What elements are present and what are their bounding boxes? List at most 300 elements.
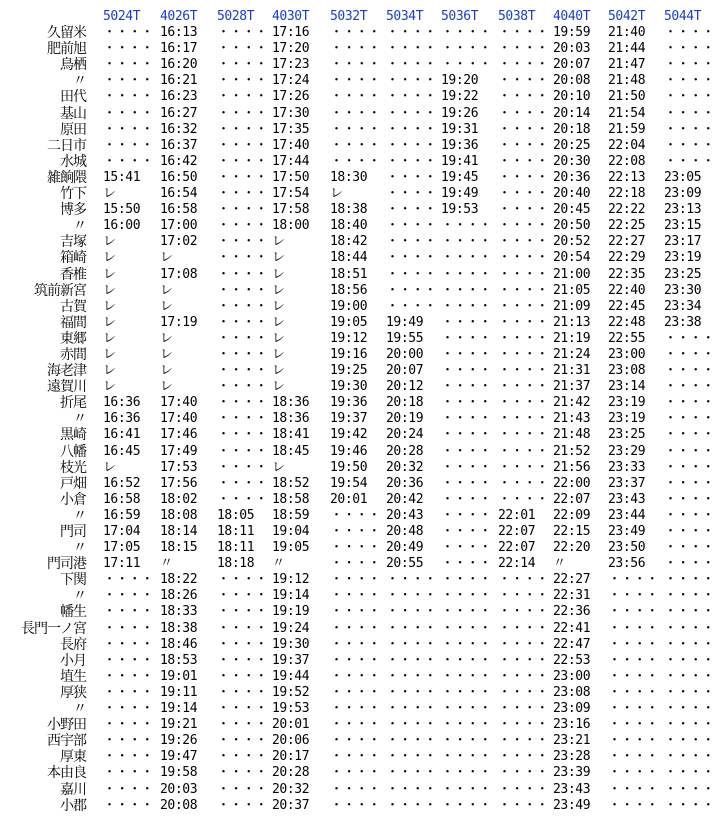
time-cell: レ [103, 379, 116, 395]
time-cell: レ [160, 282, 173, 298]
time-cell: ・・・・ [217, 41, 268, 57]
time-cell: 18:22 [160, 572, 198, 588]
time-cell: ・・・・ [441, 443, 492, 459]
time-cell: ・・・・ [217, 234, 268, 250]
time-cell: ・・・・ [441, 556, 492, 572]
time-cell: ・・・・ [498, 749, 549, 765]
time-cell: 18:52 [272, 475, 310, 491]
table-row [0, 186, 720, 202]
time-cell: 18:05 [217, 507, 255, 523]
time-cell: 19:05 [272, 540, 310, 556]
time-cell: 22:18 [608, 186, 646, 202]
table-row [0, 637, 720, 653]
table-row [0, 154, 720, 170]
time-cell: ・・・・ [608, 604, 659, 620]
time-cell: 16:58 [103, 491, 141, 507]
time-cell: 21:48 [553, 427, 591, 443]
time-cell: 18:40 [330, 218, 368, 234]
time-cell: 20:12 [386, 379, 424, 395]
time-cell: ・・・・ [103, 668, 154, 684]
time-cell: 19:55 [386, 330, 424, 346]
time-cell: 22:15 [553, 524, 591, 539]
time-cell: ・・・・ [330, 668, 381, 684]
time-cell: ・・・・ [498, 218, 549, 234]
station-name: 幡生 [60, 604, 86, 621]
table-row [0, 122, 720, 138]
time-cell: ・・・・ [330, 25, 381, 41]
time-cell: ・・・・ [664, 443, 715, 459]
time-cell: ・・・・ [441, 298, 492, 314]
time-cell: 23:56 [608, 556, 646, 572]
time-cell: ・・・・ [664, 41, 715, 57]
time-cell: 23:30 [664, 282, 702, 298]
time-cell: 17:16 [272, 25, 310, 41]
time-cell: ・・・・ [664, 137, 715, 153]
time-cell: 18:30 [330, 169, 368, 185]
station-name: 肥前旭 [47, 41, 86, 58]
table-row [0, 363, 720, 379]
time-cell: 20:06 [272, 733, 310, 749]
time-cell: ・・・・ [498, 250, 549, 266]
time-cell: ・・・・ [386, 572, 437, 588]
time-cell: 19:14 [160, 701, 198, 717]
table-row [0, 218, 720, 234]
table-row [0, 733, 720, 749]
time-cell: ・・・・ [330, 105, 381, 121]
time-cell: 21:37 [553, 379, 591, 395]
time-cell: ・・・・ [103, 733, 154, 749]
station-name: 〃 [73, 73, 86, 90]
time-cell: 18:11 [217, 540, 255, 556]
time-cell: 19:52 [272, 684, 310, 700]
time-cell: ・・・・ [103, 684, 154, 700]
time-cell: ・・・・ [386, 701, 437, 717]
table-row [0, 57, 720, 73]
time-cell: ・・・・ [386, 202, 437, 218]
time-cell: 19:04 [272, 524, 310, 539]
time-cell: ・・・・ [386, 105, 437, 121]
time-cell: ・・・・ [217, 668, 268, 684]
time-cell: ・・・・ [498, 363, 549, 379]
station-name: 小月 [60, 652, 86, 669]
time-cell: ・・・・ [386, 298, 437, 314]
time-cell: ・・・・ [441, 41, 492, 57]
time-cell: 20:18 [553, 121, 591, 137]
time-cell: レ [272, 346, 285, 362]
station-name: 小郡 [60, 797, 86, 814]
time-cell: 23:19 [608, 411, 646, 427]
time-cell: 20:52 [553, 234, 591, 250]
train-number-header: 5036T [441, 9, 479, 24]
time-cell: 17:24 [272, 73, 310, 89]
time-cell: 19:54 [330, 475, 368, 491]
station-name: 〃 [73, 507, 86, 524]
station-name: 田代 [60, 89, 86, 106]
time-cell: 22:00 [553, 475, 591, 491]
time-cell: ・・・・ [441, 250, 492, 266]
time-cell: ・・・・ [386, 282, 437, 298]
time-cell: ・・・・ [217, 443, 268, 459]
time-cell: ・・・・ [664, 395, 715, 411]
time-cell: 〃 [272, 556, 285, 572]
time-cell: ・・・・ [441, 684, 492, 700]
time-cell: 23:34 [664, 298, 702, 314]
time-cell: 23:21 [553, 733, 591, 749]
time-cell: ・・・・ [498, 604, 549, 620]
time-cell: ・・・・ [664, 620, 715, 636]
time-cell: ・・・・ [386, 137, 437, 153]
time-cell: 17:11 [103, 556, 141, 572]
station-name: 埴生 [60, 668, 86, 685]
time-cell: レ [160, 330, 173, 346]
time-cell: ・・・・ [217, 282, 268, 298]
time-cell: レ [160, 346, 173, 362]
time-cell: 23:00 [608, 346, 646, 362]
time-cell: 23:19 [608, 395, 646, 411]
time-cell: ・・・・ [217, 684, 268, 700]
time-cell: 23:43 [608, 491, 646, 507]
time-cell: ・・・・ [608, 684, 659, 700]
time-cell: 17:19 [160, 314, 198, 330]
time-cell: 20:40 [553, 186, 591, 202]
table-row [0, 202, 720, 218]
station-name: 箱崎 [60, 250, 86, 267]
time-cell: レ [160, 250, 173, 266]
time-cell: レ [160, 363, 173, 379]
time-cell: ・・・・ [386, 636, 437, 652]
time-cell: 18:38 [160, 620, 198, 636]
time-cell: 18:18 [217, 556, 255, 572]
time-cell: ・・・・ [386, 684, 437, 700]
time-cell: 19:44 [272, 668, 310, 684]
time-cell: ・・・・ [441, 701, 492, 717]
time-cell: ・・・・ [498, 314, 549, 330]
time-cell: ・・・・ [498, 25, 549, 41]
time-cell: 23:19 [664, 250, 702, 266]
time-cell: ・・・・ [498, 668, 549, 684]
time-cell: 23:29 [608, 443, 646, 459]
time-cell: ・・・・ [664, 717, 715, 733]
time-cell: 19:30 [330, 379, 368, 395]
time-cell: ・・・・ [441, 749, 492, 765]
time-cell: ・・・・ [386, 57, 437, 73]
time-cell: ・・・・ [103, 41, 154, 57]
time-cell: ・・・・ [330, 556, 381, 572]
time-cell: ・・・・ [498, 57, 549, 73]
time-cell: 23:13 [664, 202, 702, 218]
time-cell: ・・・・ [330, 733, 381, 749]
time-cell: ・・・・ [498, 652, 549, 668]
time-cell: ・・・・ [498, 202, 549, 218]
time-cell: 20:32 [272, 781, 310, 797]
time-cell: ・・・・ [330, 636, 381, 652]
time-cell: 16:17 [160, 41, 198, 57]
time-cell: ・・・・ [664, 491, 715, 507]
train-number-header: 5032T [330, 9, 368, 24]
time-cell: ・・・・ [498, 346, 549, 362]
time-cell: ・・・・ [217, 89, 268, 105]
time-cell: ・・・・ [498, 379, 549, 395]
time-cell: 23:09 [664, 186, 702, 202]
time-cell: ・・・・ [608, 781, 659, 797]
time-cell: ・・・・ [498, 765, 549, 781]
time-cell: 23:08 [553, 684, 591, 700]
time-cell: レ [103, 186, 116, 202]
time-cell: 22:35 [608, 266, 646, 282]
time-cell: 22:14 [498, 556, 536, 572]
time-cell: ・・・・ [330, 137, 381, 153]
table-row [0, 476, 720, 492]
time-cell: 23:16 [553, 717, 591, 733]
time-cell: ・・・・ [217, 73, 268, 89]
time-cell: ・・・・ [217, 105, 268, 121]
table-row [0, 765, 720, 781]
station-name: 門司 [60, 524, 86, 540]
time-cell: 22:27 [608, 234, 646, 250]
time-cell: ・・・・ [330, 524, 381, 539]
time-cell: 18:02 [160, 491, 198, 507]
time-cell: 23:28 [553, 749, 591, 765]
time-cell: 19:53 [272, 701, 310, 717]
time-cell: ・・・・ [103, 105, 154, 121]
time-cell: ・・・・ [498, 282, 549, 298]
time-cell: 20:36 [553, 169, 591, 185]
time-cell: ・・・・ [330, 41, 381, 57]
time-cell: 17:40 [272, 137, 310, 153]
table-row [0, 411, 720, 427]
time-cell: ・・・・ [664, 25, 715, 41]
time-cell: 20:08 [553, 73, 591, 89]
time-cell: 22:07 [498, 540, 536, 556]
station-name: 〃 [73, 218, 86, 235]
time-cell: 22:09 [553, 507, 591, 523]
time-cell: ・・・・ [498, 620, 549, 636]
time-cell: ・・・・ [498, 701, 549, 717]
time-cell: ・・・・ [608, 668, 659, 684]
time-cell: 17:30 [272, 105, 310, 121]
time-cell: ・・・・ [217, 121, 268, 137]
time-cell: ・・・・ [441, 524, 492, 539]
time-cell: 22:36 [553, 604, 591, 620]
time-cell: 15:41 [103, 169, 141, 185]
time-cell: 17:50 [272, 169, 310, 185]
time-cell: ・・・・ [103, 73, 154, 89]
table-row [0, 524, 720, 540]
time-cell: 23:14 [608, 379, 646, 395]
train-number-header: 5024T [103, 9, 141, 24]
time-cell: 20:50 [553, 218, 591, 234]
time-cell: 16:41 [103, 427, 141, 443]
time-cell: 20:49 [386, 540, 424, 556]
time-cell: ・・・・ [441, 57, 492, 73]
station-name: 原田 [60, 121, 86, 138]
time-cell: レ [103, 330, 116, 346]
time-cell: ・・・・ [217, 652, 268, 668]
time-cell: 20:08 [160, 797, 198, 813]
time-cell: ・・・・ [386, 620, 437, 636]
time-cell: ・・・・ [330, 717, 381, 733]
time-cell: ・・・・ [217, 250, 268, 266]
time-cell: 16:36 [103, 395, 141, 411]
time-cell: 19:30 [272, 636, 310, 652]
time-cell: 20:32 [386, 459, 424, 475]
time-cell: 20:43 [386, 507, 424, 523]
time-cell: ・・・・ [608, 765, 659, 781]
time-cell: 23:00 [553, 668, 591, 684]
station-name: 〃 [73, 701, 86, 718]
time-cell: ・・・・ [441, 411, 492, 427]
time-cell: ・・・・ [330, 507, 381, 523]
time-cell: ・・・・ [386, 153, 437, 169]
time-cell: 23:39 [553, 765, 591, 781]
time-cell: 18:42 [330, 234, 368, 250]
station-name: 長門一ノ宮 [21, 620, 86, 637]
time-cell: ・・・・ [608, 797, 659, 813]
train-number-header: 5028T [217, 9, 255, 24]
time-cell: ・・・・ [441, 266, 492, 282]
time-cell: ・・・・ [664, 379, 715, 395]
station-name: 二日市 [47, 137, 86, 154]
time-cell: 19:22 [441, 89, 479, 105]
time-cell: レ [272, 298, 285, 314]
time-cell: 17:58 [272, 202, 310, 218]
time-cell: ・・・・ [441, 733, 492, 749]
time-cell: ・・・・ [441, 25, 492, 41]
time-cell: ・・・・ [498, 298, 549, 314]
time-cell: ・・・・ [330, 89, 381, 105]
time-cell: 20:01 [330, 491, 368, 507]
time-cell: ・・・・ [217, 379, 268, 395]
time-cell: ・・・・ [386, 169, 437, 185]
time-cell: 17:05 [103, 540, 141, 556]
table-row [0, 73, 720, 89]
time-cell: ・・・・ [217, 202, 268, 218]
station-name: 久留米 [47, 25, 86, 42]
time-cell: 16:58 [160, 202, 198, 218]
table-row [0, 41, 720, 57]
time-cell: 18:00 [272, 218, 310, 234]
table-row [0, 701, 720, 717]
table-row [0, 106, 720, 122]
time-cell: 19:37 [272, 652, 310, 668]
time-cell: ・・・・ [664, 121, 715, 137]
time-cell: 18:51 [330, 266, 368, 282]
time-cell: ・・・・ [217, 572, 268, 588]
time-cell: 21:47 [608, 57, 646, 73]
time-cell: ・・・・ [664, 749, 715, 765]
time-cell: レ [272, 314, 285, 330]
time-cell: ・・・・ [217, 137, 268, 153]
time-cell: 19:11 [160, 684, 198, 700]
table-row [0, 669, 720, 685]
time-cell: ・・・・ [217, 620, 268, 636]
time-cell: ・・・・ [441, 330, 492, 346]
time-cell: ・・・・ [498, 186, 549, 202]
time-cell: 15:50 [103, 202, 141, 218]
time-cell: ・・・・ [103, 572, 154, 588]
time-cell: 19:01 [160, 668, 198, 684]
time-cell: ・・・・ [664, 684, 715, 700]
table-row [0, 89, 720, 105]
train-number-header: 5042T [608, 9, 646, 24]
time-cell: 21:48 [608, 73, 646, 89]
time-cell: レ [272, 234, 285, 250]
time-cell: ・・・・ [217, 427, 268, 443]
time-cell: ・・・・ [441, 540, 492, 556]
time-cell: ・・・・ [330, 572, 381, 588]
time-cell: 22:48 [608, 314, 646, 330]
table-row [0, 299, 720, 315]
time-cell: 22:22 [608, 202, 646, 218]
time-cell: ・・・・ [386, 41, 437, 57]
time-cell: 21:09 [553, 298, 591, 314]
time-cell: レ [330, 186, 343, 202]
time-cell: ・・・・ [103, 57, 154, 73]
table-row [0, 315, 720, 331]
time-cell: ・・・・ [498, 137, 549, 153]
station-name: 〃 [73, 540, 86, 557]
station-name: 戸畑 [60, 475, 86, 492]
station-name: 本由良 [47, 765, 86, 782]
time-cell: 22:55 [608, 330, 646, 346]
time-cell: 21:24 [553, 346, 591, 362]
time-cell: 21:59 [608, 121, 646, 137]
time-cell: ・・・・ [608, 652, 659, 668]
time-cell: 20:01 [272, 717, 310, 733]
time-cell: 23:08 [608, 363, 646, 379]
time-cell: ・・・・ [217, 411, 268, 427]
time-cell: レ [272, 379, 285, 395]
station-name: 小倉 [60, 491, 86, 508]
time-cell: ・・・・ [217, 363, 268, 379]
time-cell: ・・・・ [664, 73, 715, 89]
time-cell: ・・・・ [608, 572, 659, 588]
time-cell: ・・・・ [441, 668, 492, 684]
time-cell: ・・・・ [664, 572, 715, 588]
time-cell: ・・・・ [330, 701, 381, 717]
time-cell: 22:40 [608, 282, 646, 298]
time-cell: 21:52 [553, 443, 591, 459]
time-cell: 18:36 [272, 411, 310, 427]
header-row [0, 9, 720, 25]
time-cell: ・・・・ [664, 556, 715, 572]
station-name: 嘉川 [60, 781, 86, 798]
time-cell: 23:15 [664, 218, 702, 234]
time-cell: 23:33 [608, 459, 646, 475]
table-row [0, 267, 720, 283]
time-cell: 20:36 [386, 475, 424, 491]
station-name: 福間 [60, 314, 86, 331]
time-cell: 19:31 [441, 121, 479, 137]
time-cell: 16:37 [160, 137, 198, 153]
time-cell: ・・・・ [664, 475, 715, 491]
time-cell: ・・・・ [441, 234, 492, 250]
time-cell: 22:07 [498, 524, 536, 539]
time-cell: ・・・・ [386, 218, 437, 234]
time-cell: 21:42 [553, 395, 591, 411]
station-name: 香椎 [60, 266, 86, 283]
time-cell: ・・・・ [103, 25, 154, 41]
time-cell: 16:42 [160, 153, 198, 169]
time-cell: 18:46 [160, 636, 198, 652]
time-cell: 17:53 [160, 459, 198, 475]
time-cell: 22:31 [553, 588, 591, 604]
time-cell: 17:35 [272, 121, 310, 137]
time-cell: 19:37 [330, 411, 368, 427]
time-cell: ・・・・ [664, 57, 715, 73]
time-cell: ・・・・ [498, 636, 549, 652]
station-name: 古賀 [60, 298, 86, 315]
